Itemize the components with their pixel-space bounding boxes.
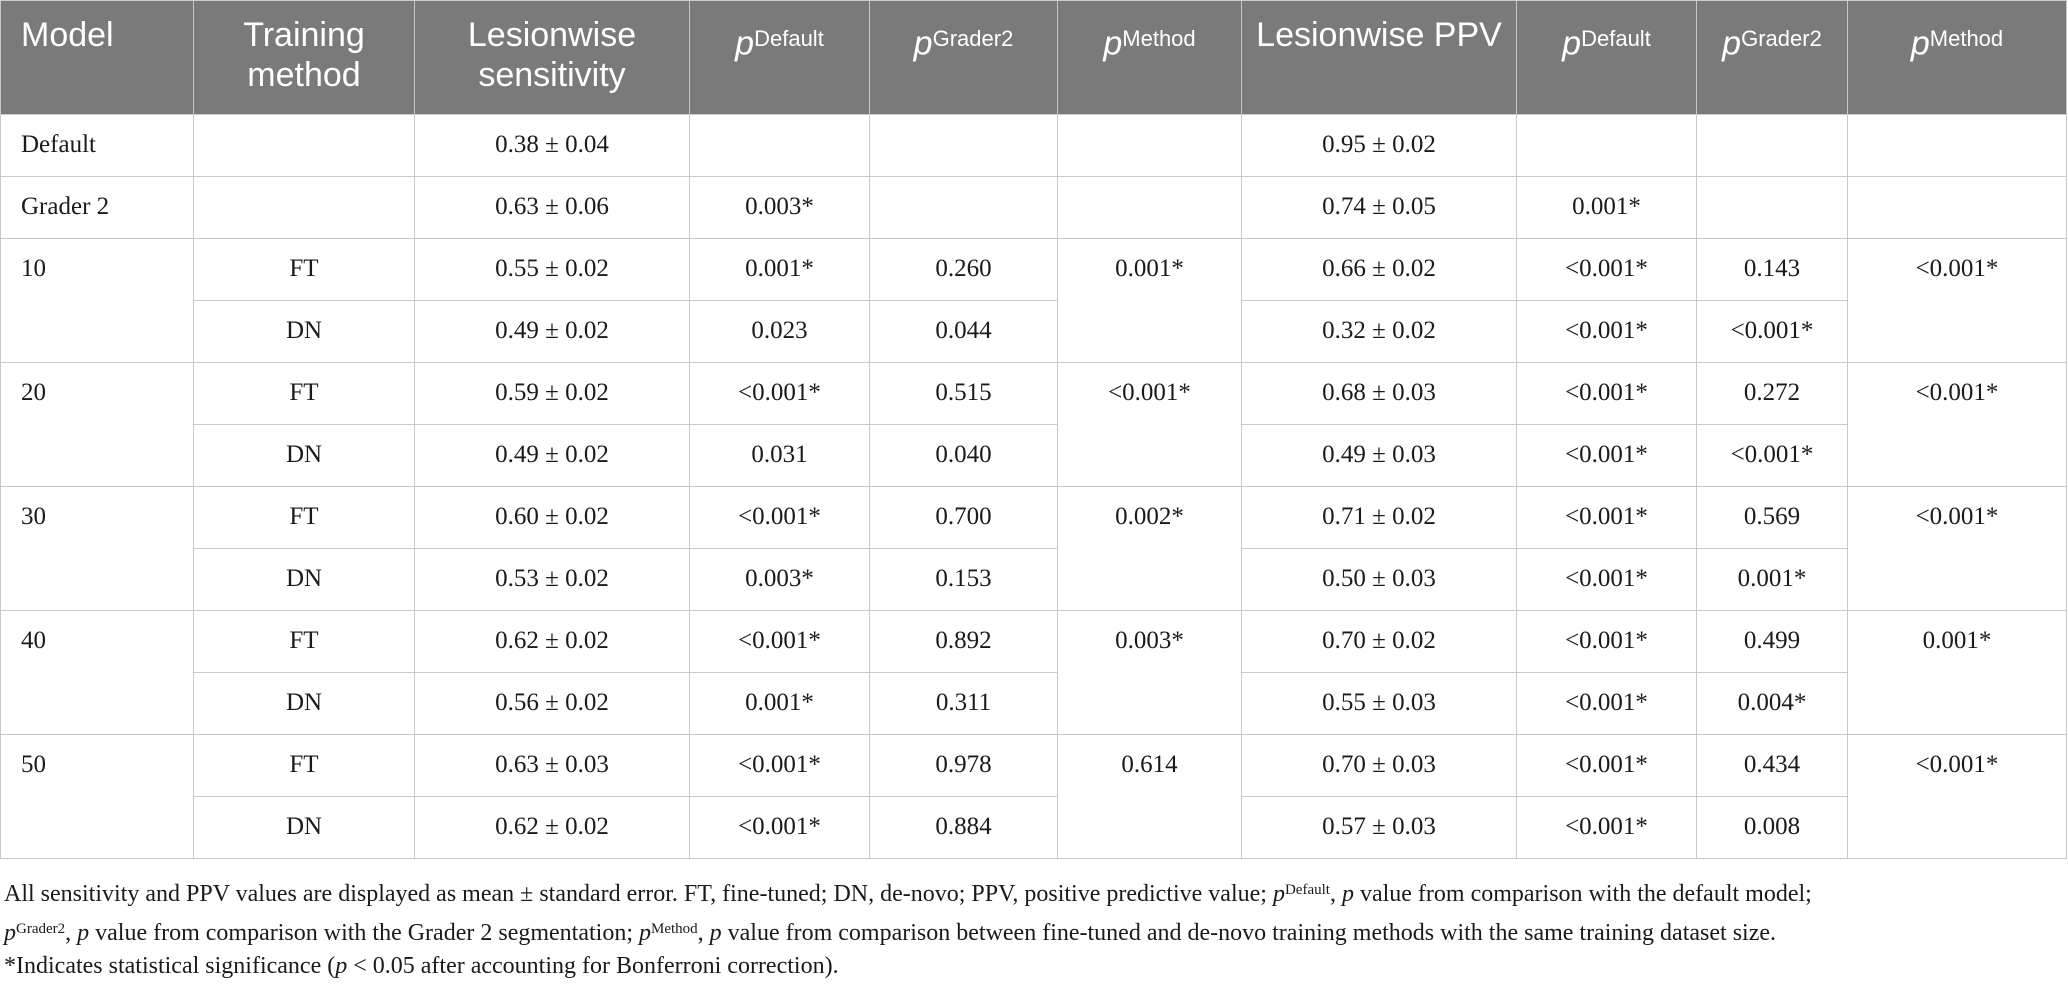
header-sens-p-method [1058,1,1242,115]
footnote-text: value from comparison with the Grader 2 segmentation; [89,920,633,946]
cell-sens-p-grader2 [870,115,1058,177]
cell-sens-p-method: 0.614 [1058,735,1242,859]
cell-training-method: DN [194,425,415,487]
table-header [1,1,2067,115]
cell-ppv-p-default: <0.001* [1517,797,1697,859]
cell-training-method: DN [194,797,415,859]
cell-sens-p-default: 0.003* [690,177,870,239]
p-symbol: p [335,953,348,979]
cell-sensitivity: 0.60 ± 0.02 [415,487,690,549]
cell-training-method: DN [194,301,415,363]
cell-sensitivity: 0.63 ± 0.03 [415,735,690,797]
cell-sens-p-method: 0.001* [1058,239,1242,363]
footnote-text: < 0.05 after accounting for Bonferroni correction). [347,953,839,979]
p-symbol: p [735,24,755,63]
cell-sensitivity: 0.56 ± 0.02 [415,673,690,735]
table-row [1,549,2067,611]
cell-sens-p-grader2: 0.700 [870,487,1058,549]
cell-sens-p-method [1058,115,1242,177]
p-symbol: p [709,920,722,946]
cell-ppv: 0.95 ± 0.02 [1242,115,1517,177]
header-sens-p-grader2 [870,1,1058,115]
table-row [1,115,2067,177]
cell-model: 50 [1,735,194,859]
cell-ppv-p-grader2: <0.001* [1697,301,1848,363]
cell-ppv-p-grader2: 0.499 [1697,611,1848,673]
cell-ppv-p-default: <0.001* [1517,239,1697,301]
cell-sens-p-grader2: 0.515 [870,363,1058,425]
cell-training-method: DN [194,549,415,611]
footnote-text: All sensitivity and PPV values are displayed as mean ± standard error. FT, fine-tuned; DN, de-novo; PPV, positive predictive value; [4,881,1267,907]
cell-ppv: 0.49 ± 0.03 [1242,425,1517,487]
cell-ppv-p-grader2: 0.008 [1697,797,1848,859]
footnote-text: value from comparison with the default model; [1353,881,1812,907]
header-training-method: Training method [194,1,415,115]
cell-training-method: FT [194,487,415,549]
cell-sensitivity: 0.59 ± 0.02 [415,363,690,425]
p-symbol: p [1272,881,1285,907]
cell-training-method: DN [194,673,415,735]
cell-training-method [194,115,415,177]
cell-sensitivity: 0.49 ± 0.02 [415,425,690,487]
cell-ppv-p-default: <0.001* [1517,487,1697,549]
p-superscript: Grader2 [16,921,66,937]
cell-sens-p-grader2: 0.978 [870,735,1058,797]
table-row [1,487,2067,549]
cell-model: Default [1,115,194,177]
cell-sensitivity: 0.49 ± 0.02 [415,301,690,363]
cell-ppv-p-grader2: 0.569 [1697,487,1848,549]
cell-sens-p-grader2: 0.044 [870,301,1058,363]
cell-sens-p-default: <0.001* [690,611,870,673]
p-symbol: p [1722,24,1742,63]
p-symbol: p [638,920,651,946]
cell-training-method: FT [194,363,415,425]
cell-ppv: 0.71 ± 0.02 [1242,487,1517,549]
cell-ppv-p-default: <0.001* [1517,611,1697,673]
p-symbol: p [77,920,90,946]
cell-ppv-p-default: 0.001* [1517,177,1697,239]
cell-ppv: 0.66 ± 0.02 [1242,239,1517,301]
cell-sens-p-grader2: 0.153 [870,549,1058,611]
p-superscript: Grader2 [932,26,1014,51]
p-superscript: Default [1284,882,1330,898]
cell-ppv-p-method: <0.001* [1848,239,2067,363]
cell-ppv: 0.68 ± 0.03 [1242,363,1517,425]
cell-ppv-p-grader2: 0.143 [1697,239,1848,301]
cell-sens-p-default: <0.001* [690,487,870,549]
p-symbol: p [1910,24,1930,63]
cell-ppv-p-method: <0.001* [1848,735,2067,859]
table-row [1,301,2067,363]
p-symbol: p [4,920,16,946]
cell-model: Grader 2 [1,177,194,239]
cell-ppv-p-default: <0.001* [1517,735,1697,797]
cell-ppv-p-method: <0.001* [1848,363,2067,487]
header-ppv-p-default [1517,1,1697,115]
cell-ppv-p-default: <0.001* [1517,549,1697,611]
cell-sens-p-method: 0.003* [1058,611,1242,735]
cell-ppv-p-default: <0.001* [1517,673,1697,735]
cell-sensitivity: 0.53 ± 0.02 [415,549,690,611]
footnote-line: All sensitivity and PPV values are displayed as mean ± standard error. FT, fine-tuned; DN, de-novo; PPV, positive predictive value; $p^{Default}$, p value from comparison with the default model; [4,881,1812,907]
cell-ppv: 0.74 ± 0.05 [1242,177,1517,239]
cell-sens-p-default: <0.001* [690,735,870,797]
cell-ppv-p-default: <0.001* [1517,425,1697,487]
footnote-line [0,950,2066,983]
cell-ppv: 0.57 ± 0.03 [1242,797,1517,859]
cell-ppv: 0.70 ± 0.03 [1242,735,1517,797]
cell-ppv-p-method: <0.001* [1848,487,2067,611]
cell-sens-p-grader2: 0.311 [870,673,1058,735]
table-row [1,425,2067,487]
p-superscript: Grader2 [1741,26,1822,51]
table-row [1,611,2067,673]
cell-training-method: FT [194,735,415,797]
cell-sens-p-default: 0.023 [690,301,870,363]
header-lesionwise-ppv: Lesionwise PPV [1242,1,1517,115]
cell-sens-p-grader2 [870,177,1058,239]
header-ppv-p-grader2 [1697,1,1848,115]
cell-training-method: FT [194,239,415,301]
cell-ppv: 0.70 ± 0.02 [1242,611,1517,673]
cell-sensitivity: 0.38 ± 0.04 [415,115,690,177]
cell-model: 40 [1,611,194,735]
header-sens-p-default [690,1,870,115]
cell-sens-p-method [1058,177,1242,239]
p-symbol: p [1341,881,1354,907]
cell-sensitivity: 0.55 ± 0.02 [415,239,690,301]
cell-training-method: FT [194,611,415,673]
cell-sens-p-grader2: 0.040 [870,425,1058,487]
p-symbol: p [1562,24,1582,63]
table-row [1,239,2067,301]
p-symbol: p [1103,24,1123,63]
table-row [1,673,2067,735]
cell-ppv-p-method [1848,177,2067,239]
p-superscript: Default [754,26,824,51]
cell-training-method [194,177,415,239]
cell-ppv-p-grader2 [1697,177,1848,239]
cell-sens-p-grader2: 0.892 [870,611,1058,673]
cell-ppv: 0.50 ± 0.03 [1242,549,1517,611]
footnote-text: *Indicates statistical significance ( [4,953,336,979]
table-row [1,797,2067,859]
cell-sens-p-default: 0.001* [690,239,870,301]
cell-ppv-p-grader2: <0.001* [1697,425,1848,487]
cell-ppv-p-default: <0.001* [1517,301,1697,363]
cell-sens-p-default: 0.031 [690,425,870,487]
cell-sens-p-default: 0.001* [690,673,870,735]
cell-ppv-p-default [1517,115,1697,177]
cell-ppv-p-method [1848,115,2067,177]
cell-model: 30 [1,487,194,611]
cell-ppv-p-grader2: 0.434 [1697,735,1848,797]
header-lesionwise-sensitivity: Lesionwise sensitivity [415,1,690,115]
p-superscript: Default [1581,26,1651,51]
cell-sens-p-method: <0.001* [1058,363,1242,487]
table-footnote [0,872,2066,983]
cell-ppv-p-grader2: 0.004* [1697,673,1848,735]
p-superscript: Method [650,921,698,937]
table-body [1,115,2067,859]
cell-sens-p-default [690,115,870,177]
p-superscript: Method [1929,26,2004,51]
cell-ppv: 0.55 ± 0.03 [1242,673,1517,735]
cell-sensitivity: 0.62 ± 0.02 [415,611,690,673]
cell-ppv-p-grader2: 0.001* [1697,549,1848,611]
cell-model: 10 [1,239,194,363]
table-row [1,177,2067,239]
header-row [1,1,2067,115]
header-ppv-p-method [1848,1,2067,115]
cell-ppv-p-grader2 [1697,115,1848,177]
p-symbol: p [913,24,933,63]
table-row [1,735,2067,797]
cell-sens-p-default: 0.003* [690,549,870,611]
cell-ppv: 0.32 ± 0.02 [1242,301,1517,363]
cell-sens-p-grader2: 0.884 [870,797,1058,859]
header-model: Model [1,1,194,115]
cell-model: 20 [1,363,194,487]
p-superscript: Method [1122,26,1196,51]
cell-sens-p-default: <0.001* [690,797,870,859]
cell-sens-p-method: 0.002* [1058,487,1242,611]
footnote-line: $p^{Grader2}$, p value from comparison with the Grader 2 segmentation; $p^{Method}$, p value from comparison between fine-tuned and de-novo training methods with the same training dataset size. [4,920,1777,946]
footnote-text: value from comparison between fine-tuned and de-novo training methods with the same training dataset size. [721,920,1777,946]
table-row [1,363,2067,425]
cell-sensitivity: 0.62 ± 0.02 [415,797,690,859]
cell-ppv-p-grader2: 0.272 [1697,363,1848,425]
cell-sensitivity: 0.63 ± 0.06 [415,177,690,239]
cell-ppv-p-method: 0.001* [1848,611,2067,735]
cell-sens-p-grader2: 0.260 [870,239,1058,301]
cell-ppv-p-default: <0.001* [1517,363,1697,425]
cell-sens-p-default: <0.001* [690,363,870,425]
